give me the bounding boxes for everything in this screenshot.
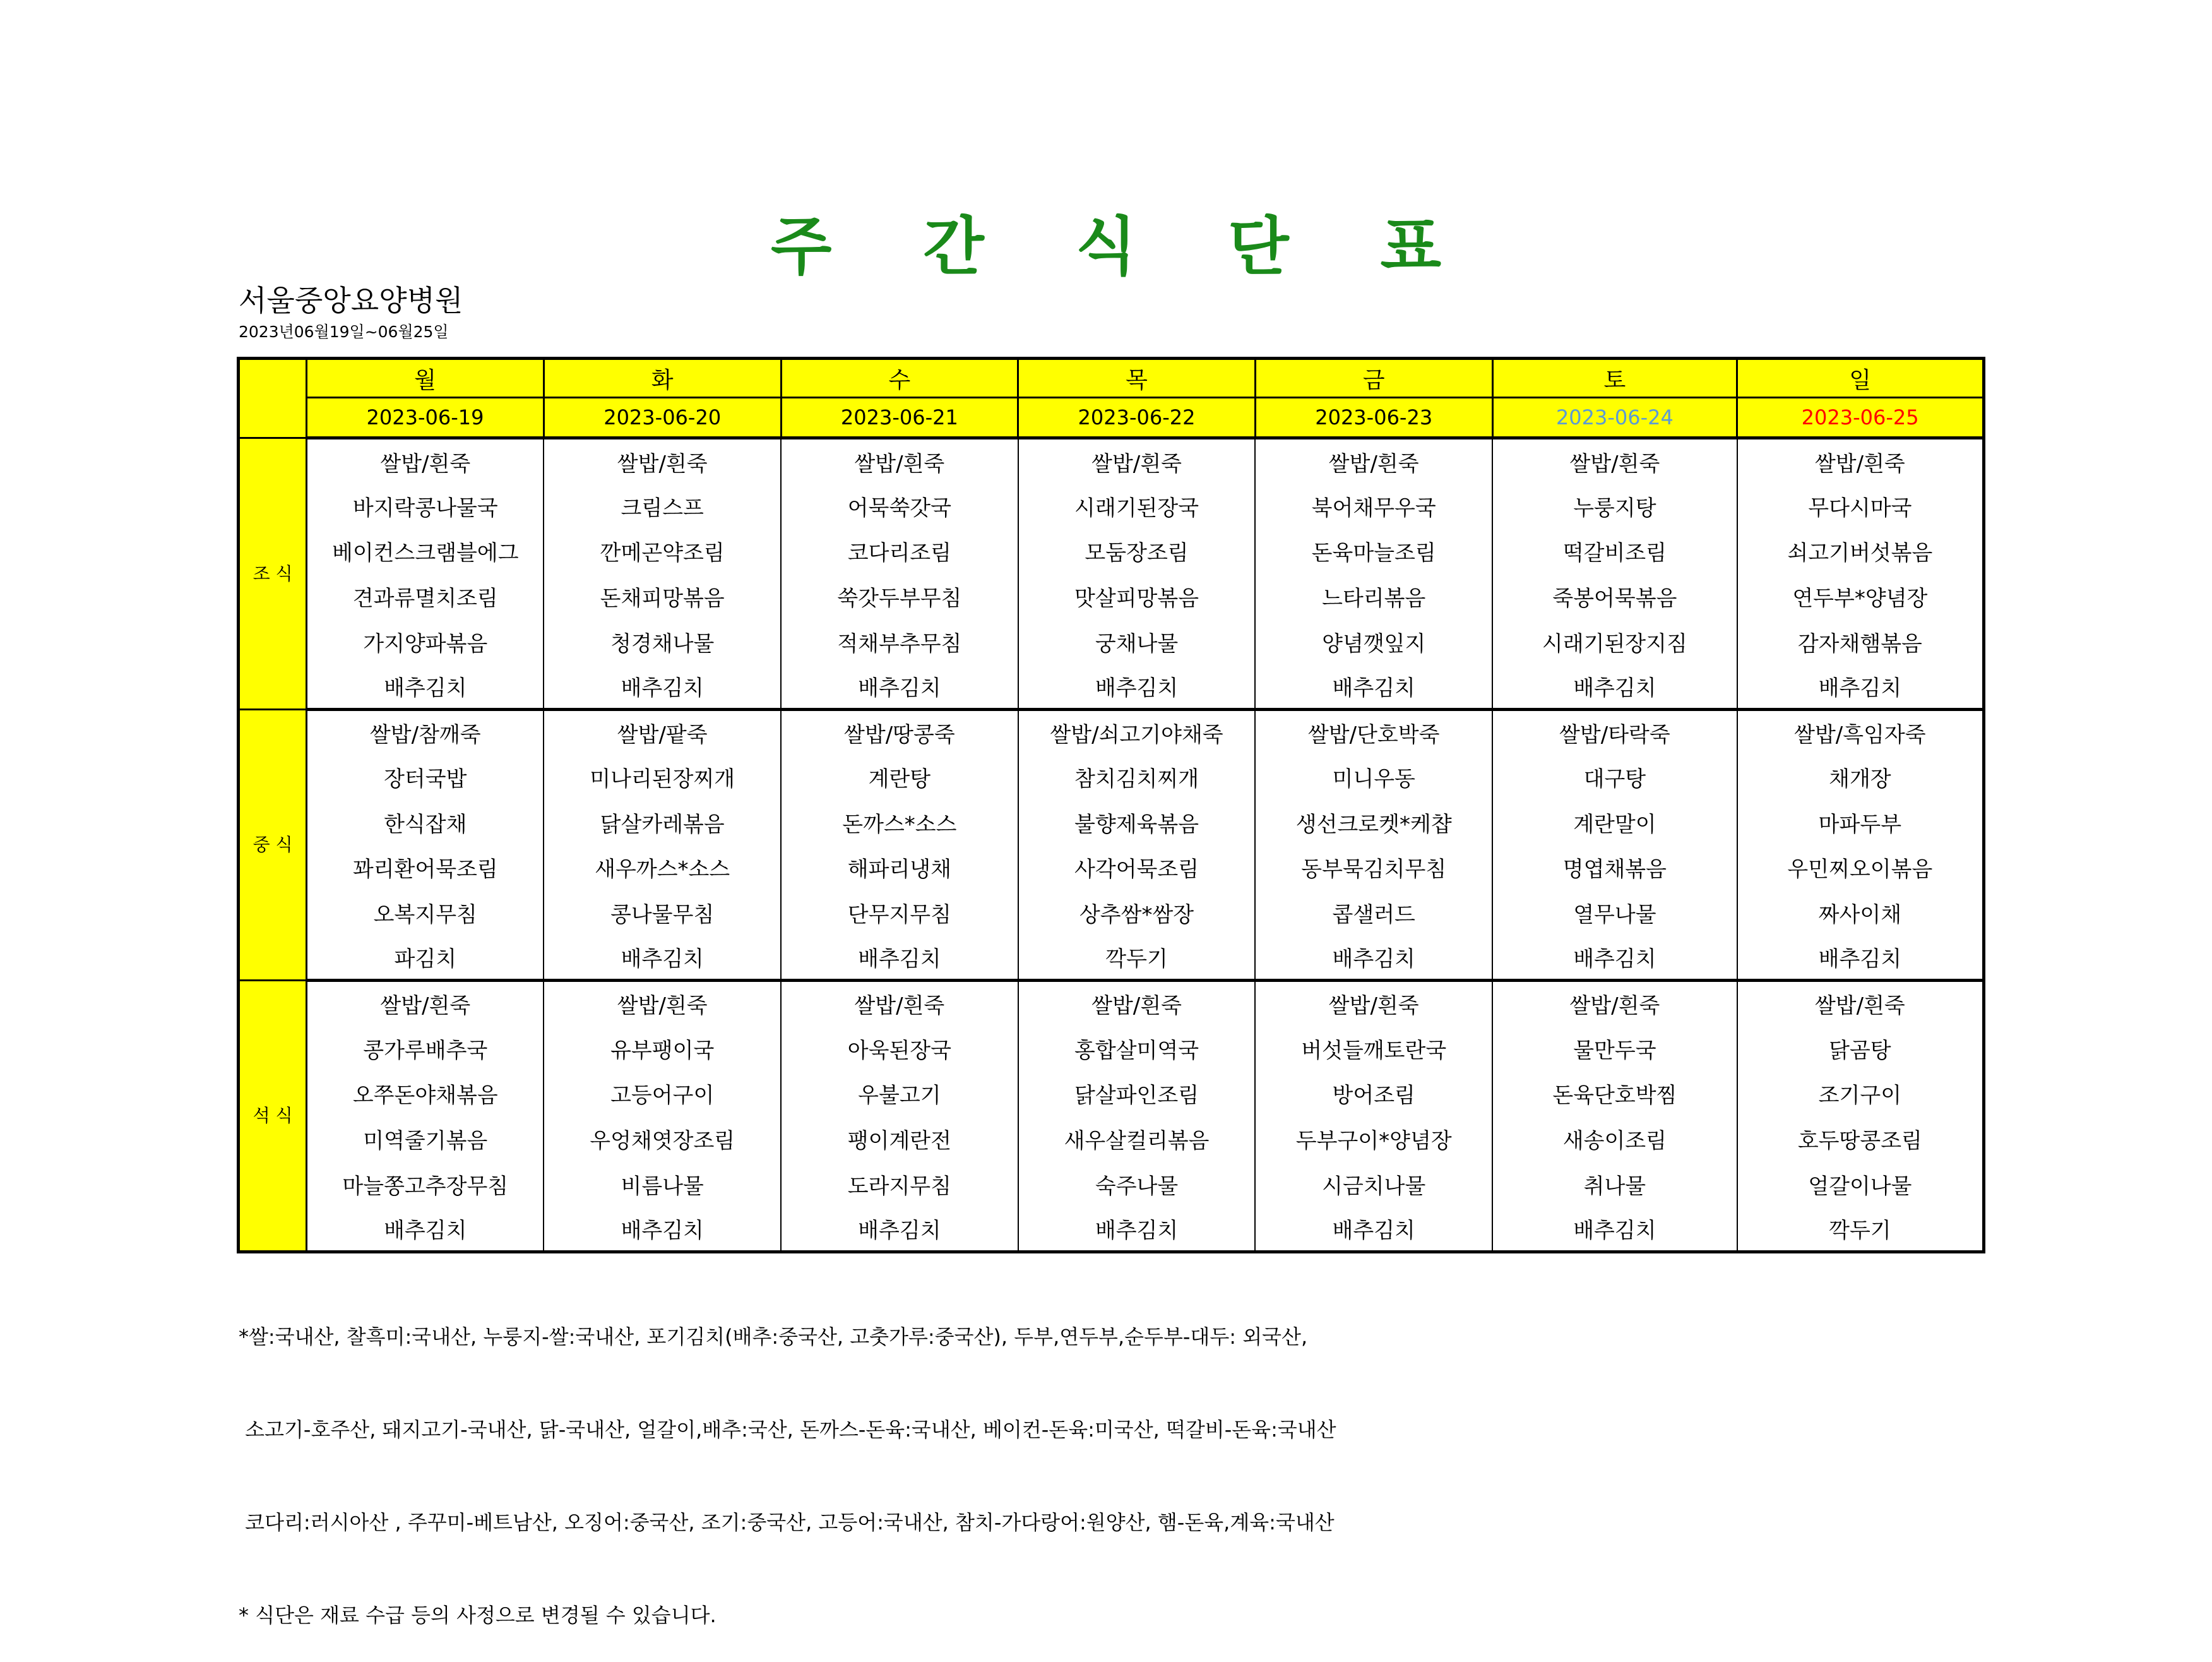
menu-item: 배추김치 <box>1492 935 1737 981</box>
menu-item: 모둠장조림 <box>1018 529 1256 574</box>
menu-item: 우엉채엿장조림 <box>544 1116 781 1162</box>
menu-item: 배추김치 <box>1492 1207 1737 1252</box>
menu-item: 오쭈돈야채볶음 <box>307 1071 544 1116</box>
menu-item: 아욱된장국 <box>781 1026 1018 1072</box>
menu-item: 열무나물 <box>1492 890 1737 936</box>
menu-item: 누룽지탕 <box>1492 484 1737 529</box>
menu-item: 버섯들깨토란국 <box>1255 1026 1492 1072</box>
menu-item: 연두부*양념장 <box>1737 574 1984 619</box>
date-header: 2023-06-24 <box>1492 398 1737 438</box>
menu-item: 쌀밥/흰죽 <box>781 981 1018 1026</box>
menu-item: 깍두기 <box>1737 1207 1984 1252</box>
menu-item: 배추김치 <box>781 935 1018 981</box>
menu-item: 배추김치 <box>1018 1207 1256 1252</box>
menu-item: 얼갈이나물 <box>1737 1161 1984 1207</box>
menu-item: 배추김치 <box>307 664 544 710</box>
menu-item: 배추김치 <box>1492 664 1737 710</box>
menu-item: 쌀밥/흰죽 <box>1737 438 1984 484</box>
meal-label: 중 식 <box>239 709 307 980</box>
menu-item: 감자채햄볶음 <box>1737 619 1984 664</box>
menu-item: 적채부추무침 <box>781 619 1018 664</box>
menu-item: 새송이조림 <box>1492 1116 1737 1162</box>
menu-item: 도라지무침 <box>781 1161 1018 1207</box>
menu-item: 배추김치 <box>781 664 1018 710</box>
menu-item: 숙주나물 <box>1018 1161 1256 1207</box>
menu-item: 불향제육볶음 <box>1018 800 1256 846</box>
menu-item: 생선크로켓*케챱 <box>1255 800 1492 846</box>
menu-item: 깐메곤약조림 <box>544 529 781 574</box>
menu-item: 배추김치 <box>1255 1207 1492 1252</box>
note-line: * 식단은 재료 수급 등의 사정으로 변경될 수 있습니다. <box>239 1603 717 1627</box>
menu-item: 쇠고기버섯볶음 <box>1737 529 1984 574</box>
menu-item: 베이컨스크램블에그 <box>307 529 544 574</box>
menu-item: 콩나물무침 <box>544 890 781 936</box>
weekly-menu-table <box>237 357 1985 1253</box>
menu-item: 파김치 <box>307 935 544 981</box>
menu-item: 쌀밥/흰죽 <box>1018 981 1256 1026</box>
menu-item: 우불고기 <box>781 1071 1018 1116</box>
menu-item: 쌀밥/단호박죽 <box>1255 709 1492 755</box>
menu-item: 상추쌈*쌈장 <box>1018 890 1256 936</box>
menu-item: 동부묵김치무침 <box>1255 845 1492 890</box>
menu-item: 우민찌오이볶음 <box>1737 845 1984 890</box>
menu-item: 시금치나물 <box>1255 1161 1492 1207</box>
header-corner <box>239 359 307 438</box>
menu-item: 쌀밥/흰죽 <box>307 981 544 1026</box>
menu-item: 방어조림 <box>1255 1071 1492 1116</box>
date-header: 2023-06-20 <box>544 398 781 438</box>
menu-item: 두부구이*양념장 <box>1255 1116 1492 1162</box>
menu-item: 채개장 <box>1737 755 1984 800</box>
note-line: 코다리:러시아산 , 주꾸미-베트남산, 오징어:중국산, 조기:중국산, 고등어:국내산, 참치-가다랑어:원양산, 햄-돈육,계육:국내산 <box>239 1510 1335 1534</box>
menu-item: 참치김치찌개 <box>1018 755 1256 800</box>
menu-item: 닭살카레볶음 <box>544 800 781 846</box>
menu-item: 명엽채볶음 <box>1492 845 1737 890</box>
menu-item: 홍합살미역국 <box>1018 1026 1256 1072</box>
menu-item: 닭곰탕 <box>1737 1026 1984 1072</box>
menu-item: 마파두부 <box>1737 800 1984 846</box>
date-header: 2023-06-21 <box>781 398 1018 438</box>
menu-item: 고등어구이 <box>544 1071 781 1116</box>
menu-item: 깍두기 <box>1018 935 1256 981</box>
menu-item: 배추김치 <box>1255 935 1492 981</box>
page-title: 주 간 식 단 표 <box>770 210 1477 284</box>
date-header: 2023-06-22 <box>1018 398 1256 438</box>
date-header: 2023-06-25 <box>1737 398 1984 438</box>
menu-item: 장터국밥 <box>307 755 544 800</box>
menu-item: 쌀밥/흰죽 <box>1018 438 1256 484</box>
origin-notes <box>239 1260 1336 1662</box>
menu-item: 미니우동 <box>1255 755 1492 800</box>
menu-item: 계란말이 <box>1492 800 1737 846</box>
menu-item: 떡갈비조림 <box>1492 529 1737 574</box>
note-line: 소고기-호주산, 돼지고기-국내산, 닭-국내산, 얼갈이,배추:국산, 돈까스-돈육:국내산, 베이컨-돈육:미국산, 떡갈비-돈육:국내산 <box>239 1418 1336 1442</box>
menu-item: 미나리된장찌개 <box>544 755 781 800</box>
day-name-header: 토 <box>1492 359 1737 398</box>
menu-item: 취나물 <box>1492 1161 1737 1207</box>
date-header: 2023-06-23 <box>1255 398 1492 438</box>
menu-item: 사각어묵조림 <box>1018 845 1256 890</box>
menu-item: 쌀밥/흰죽 <box>544 438 781 484</box>
menu-item: 크림스프 <box>544 484 781 529</box>
menu-item: 배추김치 <box>544 664 781 710</box>
menu-item: 오복지무침 <box>307 890 544 936</box>
menu-item: 바지락콩나물국 <box>307 484 544 529</box>
menu-item: 어묵쑥갓국 <box>781 484 1018 529</box>
meal-label: 석 식 <box>239 981 307 1252</box>
menu-item: 콩가루배추국 <box>307 1026 544 1072</box>
menu-item: 쑥갓두부무침 <box>781 574 1018 619</box>
menu-item: 배추김치 <box>781 1207 1018 1252</box>
menu-item: 쌀밥/팥죽 <box>544 709 781 755</box>
menu-item: 쌀밥/흰죽 <box>544 981 781 1026</box>
menu-item: 쌀밥/땅콩죽 <box>781 709 1018 755</box>
menu-item: 쌀밥/흰죽 <box>1255 438 1492 484</box>
menu-item: 새우살컬리볶음 <box>1018 1116 1256 1162</box>
menu-item: 배추김치 <box>1018 664 1256 710</box>
day-name-header: 월 <box>307 359 544 398</box>
menu-item: 닭살파인조림 <box>1018 1071 1256 1116</box>
menu-item: 쌀밥/흰죽 <box>1492 438 1737 484</box>
menu-item: 돈육단호박찜 <box>1492 1071 1737 1116</box>
menu-item: 비름나물 <box>544 1161 781 1207</box>
menu-item: 무다시마국 <box>1737 484 1984 529</box>
menu-item: 대구탕 <box>1492 755 1737 800</box>
menu-item: 호두땅콩조림 <box>1737 1116 1984 1162</box>
menu-item: 배추김치 <box>544 935 781 981</box>
menu-item: 유부팽이국 <box>544 1026 781 1072</box>
menu-item: 배추김치 <box>1737 664 1984 710</box>
menu-item: 배추김치 <box>1255 664 1492 710</box>
menu-item: 꽈리환어묵조림 <box>307 845 544 890</box>
menu-item: 마늘쫑고추장무침 <box>307 1161 544 1207</box>
menu-item: 짜사이채 <box>1737 890 1984 936</box>
menu-item: 양념깻잎지 <box>1255 619 1492 664</box>
day-name-header: 일 <box>1737 359 1984 398</box>
menu-item: 시래기된장지짐 <box>1492 619 1737 664</box>
day-name-header: 목 <box>1018 359 1256 398</box>
menu-item: 쌀밥/쇠고기야채죽 <box>1018 709 1256 755</box>
menu-item: 새우까스*소스 <box>544 845 781 890</box>
menu-item: 궁채나물 <box>1018 619 1256 664</box>
menu-item: 쌀밥/흰죽 <box>307 438 544 484</box>
menu-item: 물만두국 <box>1492 1026 1737 1072</box>
note-line: *쌀:국내산, 찰흑미:국내산, 누룽지-쌀:국내산, 포기김치(배추:중국산, 고춧가루:중국산), 두부,연두부,순두부-대두: 외국산, <box>239 1325 1308 1349</box>
menu-item: 죽봉어묵볶음 <box>1492 574 1737 619</box>
menu-item: 돈채피망볶음 <box>544 574 781 619</box>
menu-item: 배추김치 <box>307 1207 544 1252</box>
menu-item: 한식잡채 <box>307 800 544 846</box>
menu-item: 콥샐러드 <box>1255 890 1492 936</box>
menu-item: 맛살피망볶음 <box>1018 574 1256 619</box>
menu-item: 쌀밥/흑임자죽 <box>1737 709 1984 755</box>
menu-item: 쌀밥/흰죽 <box>1255 981 1492 1026</box>
menu-item: 배추김치 <box>544 1207 781 1252</box>
menu-item: 쌀밥/참깨죽 <box>307 709 544 755</box>
menu-item: 팽이계란전 <box>781 1116 1018 1162</box>
menu-item: 미역줄기볶음 <box>307 1116 544 1162</box>
hospital-name: 서울중앙요양병원 <box>239 284 463 318</box>
menu-item: 쌀밥/흰죽 <box>1492 981 1737 1026</box>
menu-item: 코다리조림 <box>781 529 1018 574</box>
day-name-header: 화 <box>544 359 781 398</box>
menu-item: 돈까스*소스 <box>781 800 1018 846</box>
day-name-header: 금 <box>1255 359 1492 398</box>
menu-item: 계란탕 <box>781 755 1018 800</box>
menu-item: 쌀밥/흰죽 <box>781 438 1018 484</box>
menu-item: 가지양파볶음 <box>307 619 544 664</box>
date-header: 2023-06-19 <box>307 398 544 438</box>
menu-period: 2023년06월19일~06월25일 <box>239 323 449 341</box>
menu-item: 돈육마늘조림 <box>1255 529 1492 574</box>
menu-item: 북어채무우국 <box>1255 484 1492 529</box>
menu-item: 청경채나물 <box>544 619 781 664</box>
menu-item: 쌀밥/타락죽 <box>1492 709 1737 755</box>
meal-label: 조 식 <box>239 438 307 709</box>
menu-item: 해파리냉채 <box>781 845 1018 890</box>
menu-item: 조기구이 <box>1737 1071 1984 1116</box>
menu-item: 견과류멸치조림 <box>307 574 544 619</box>
menu-item: 단무지무침 <box>781 890 1018 936</box>
menu-item: 쌀밥/흰죽 <box>1737 981 1984 1026</box>
menu-item: 시래기된장국 <box>1018 484 1256 529</box>
day-name-header: 수 <box>781 359 1018 398</box>
menu-item: 배추김치 <box>1737 935 1984 981</box>
menu-item: 느타리볶음 <box>1255 574 1492 619</box>
